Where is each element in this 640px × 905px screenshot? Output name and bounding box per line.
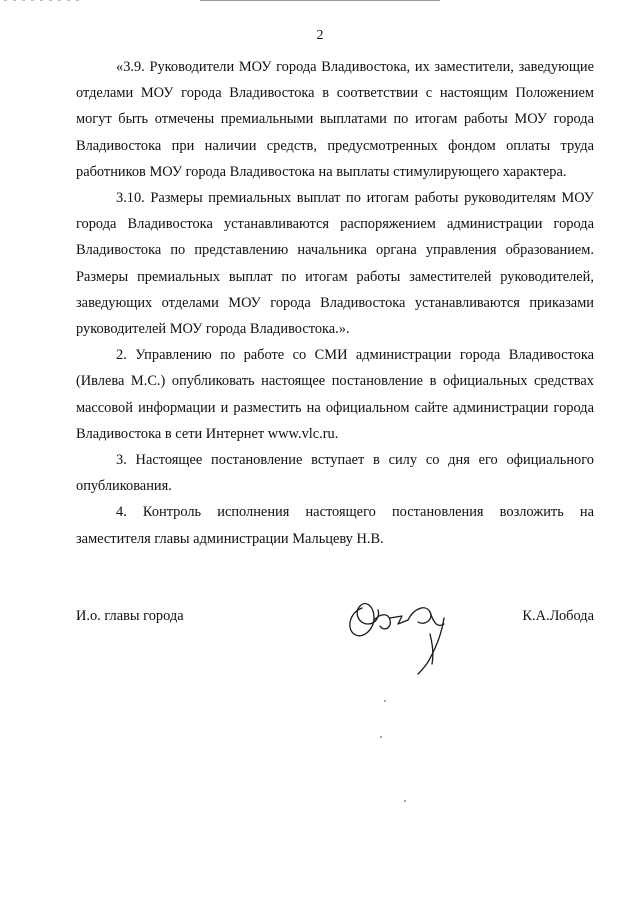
scan-edge-dots: [4, 0, 84, 1]
scan-speck: [404, 800, 406, 802]
paragraph-item-3: 3. Настоящее постановление вступает в силу со дня его официального опубликования.: [76, 452, 594, 495]
page-number: 2: [316, 28, 324, 43]
scan-edge-line: [200, 0, 440, 1]
signature-block: [76, 608, 594, 678]
paragraph-3-10: 3.10. Размеры премиальных выплат по итогам работы руководителям МОУ города Владивостока устанавливаются распоряжением администрации города Владивостока по представлению начальника органа управления образованием. Размеры премиальных выплат по итогам работы заместителей руководителей, заведующих отделами МОУ города Владивостока устанавливаются приказами руководителей МОУ города Владивостока.».: [76, 190, 594, 338]
document-body: [76, 54, 594, 552]
scan-speck: [380, 736, 382, 738]
paragraph-item-2: 2. Управлению по работе со СМИ администрации города Владивостока (Ивлева М.С.) опубликовать настоящее постановление в официальных средствах массовой информации и разместить на официальном сайте администрации города Владивостока в сети Интернет www.vlc.ru.: [76, 347, 594, 442]
signatory-name: К.А.Лобода: [522, 608, 594, 624]
paragraph-3-9: «3.9. Руководители МОУ города Владивостока, их заместители, заведующие отделами МОУ города Владивостока в соответствии с настоящим Положением могут быть отмечены премиальными выплатами по итогам работы МОУ города Владивостока при наличии средств, предусмотренных фондом оплаты труда работников МОУ города Владивостока на выплаты стимулирующего характера.: [76, 59, 594, 180]
signatory-title: И.о. главы города: [76, 608, 184, 624]
scan-speck: [384, 700, 386, 702]
handwritten-signature: [344, 594, 464, 678]
paragraph-item-4: 4. Контроль исполнения настоящего постановления возложить на заместителя главы администрации Мальцеву Н.В.: [76, 504, 594, 547]
